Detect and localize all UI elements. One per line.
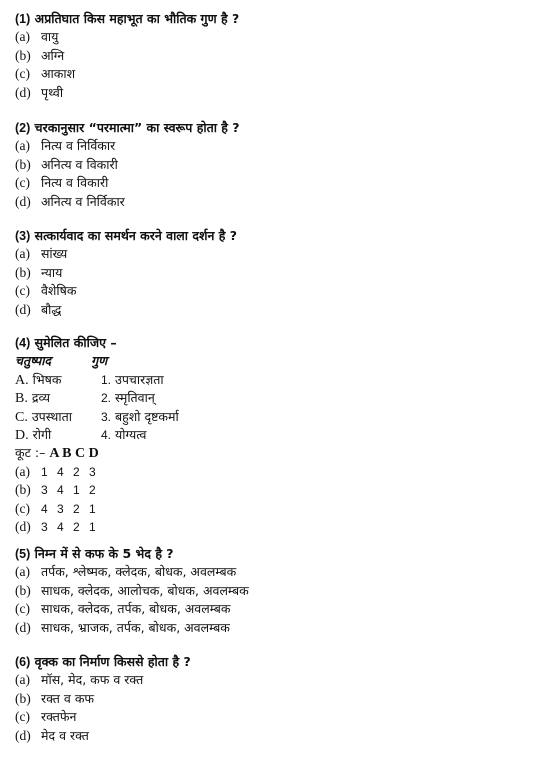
option-label: (d) bbox=[15, 619, 31, 635]
option-text: नित्य व विकारी bbox=[40, 175, 109, 191]
match-right-number: 3. bbox=[100, 409, 111, 424]
option-text: मेद व रक्त bbox=[40, 727, 89, 743]
question-number: (3) bbox=[15, 229, 31, 243]
question-text: अप्रतिघात किस महाभूत का भौतिक गुण है ? bbox=[34, 11, 240, 26]
column-right-header: गुण bbox=[91, 353, 108, 369]
match-right-number: 2. bbox=[100, 391, 111, 406]
option-text: अनित्य व निर्विकार bbox=[40, 193, 125, 209]
match-column-headers bbox=[15, 352, 535, 370]
question-4 bbox=[15, 334, 535, 536]
match-row-a bbox=[15, 371, 535, 389]
option-label: (a) bbox=[15, 29, 30, 45]
option-b[interactable] bbox=[15, 264, 535, 282]
question-2 bbox=[15, 119, 535, 211]
option-label: (c) bbox=[15, 283, 30, 299]
option-label: (b) bbox=[15, 482, 31, 498]
question-text: सत्कार्यवाद का समर्थन करने वाला दर्शन है ? bbox=[34, 228, 238, 243]
option-text: मॉस, मेद, कफ व रक्त bbox=[40, 672, 144, 688]
option-text: रक्त व कफ bbox=[40, 690, 95, 706]
match-right-text: स्मृतिवान् bbox=[114, 390, 155, 406]
match-right-number: 4. bbox=[100, 427, 111, 442]
code-header bbox=[15, 444, 535, 462]
question-2-heading bbox=[15, 119, 535, 137]
option-d[interactable] bbox=[15, 301, 535, 319]
match-right-text: योग्यत्व bbox=[114, 426, 147, 442]
option-a[interactable] bbox=[15, 463, 535, 481]
option-d[interactable] bbox=[15, 84, 535, 102]
option-text: वैशेषिक bbox=[40, 283, 77, 299]
option-text: 1 4 2 3 bbox=[40, 464, 99, 479]
code-label: कूट :– bbox=[15, 445, 46, 461]
question-number: (6) bbox=[15, 655, 31, 669]
match-left-text: रोगी bbox=[32, 426, 52, 442]
question-6 bbox=[15, 653, 535, 745]
match-row-c bbox=[15, 408, 535, 426]
match-left-text: भिषक bbox=[32, 371, 62, 387]
match-left-letter: A. bbox=[15, 372, 29, 388]
question-text: वृक्क का निर्माण किससे होता है ? bbox=[34, 654, 191, 669]
option-b[interactable] bbox=[15, 481, 535, 499]
option-label: (c) bbox=[15, 66, 30, 82]
option-text: सांख्य bbox=[40, 246, 68, 262]
option-a[interactable] bbox=[15, 28, 535, 46]
column-left-header: चतुष्पाद bbox=[15, 353, 52, 369]
option-label: (d) bbox=[15, 727, 31, 743]
option-label: (b) bbox=[15, 156, 31, 172]
question-number: (5) bbox=[15, 547, 31, 561]
option-b[interactable] bbox=[15, 690, 535, 708]
option-label: (b) bbox=[15, 47, 31, 63]
option-d[interactable] bbox=[15, 619, 535, 637]
option-b[interactable] bbox=[15, 47, 535, 65]
code-letters: A B C D bbox=[49, 446, 99, 462]
option-label: (a) bbox=[15, 463, 30, 479]
option-a[interactable] bbox=[15, 137, 535, 155]
option-c[interactable] bbox=[15, 65, 535, 83]
option-text: 3 4 1 2 bbox=[40, 483, 99, 498]
option-c[interactable] bbox=[15, 708, 535, 726]
match-right-text: उपचारज्ञता bbox=[114, 371, 164, 387]
option-label: (b) bbox=[15, 690, 31, 706]
question-3-heading bbox=[15, 227, 535, 245]
option-label: (b) bbox=[15, 264, 31, 280]
option-c[interactable] bbox=[15, 174, 535, 192]
option-label: (d) bbox=[15, 193, 31, 209]
option-c[interactable] bbox=[15, 600, 535, 618]
option-text: पृथ्वी bbox=[40, 84, 64, 100]
question-text: चरकानुसार “परमात्मा” का स्वरूप होता है ? bbox=[34, 120, 240, 135]
option-d[interactable] bbox=[15, 727, 535, 745]
option-d[interactable] bbox=[15, 193, 535, 211]
question-4-heading bbox=[15, 334, 535, 352]
option-c[interactable] bbox=[15, 282, 535, 300]
match-right-number: 1. bbox=[100, 372, 111, 387]
option-text: 4 3 2 1 bbox=[40, 501, 99, 516]
option-text: वायु bbox=[40, 29, 59, 45]
question-text: निम्न में से कफ के 5 भेद है ? bbox=[34, 546, 174, 561]
option-text: आकाश bbox=[40, 66, 76, 82]
match-left-letter: C. bbox=[15, 409, 28, 425]
option-label: (a) bbox=[15, 138, 30, 154]
option-label: (c) bbox=[15, 175, 30, 191]
match-left-letter: B. bbox=[15, 391, 28, 407]
match-row-d bbox=[15, 426, 535, 444]
match-left-text: द्रव्य bbox=[31, 390, 50, 406]
option-text: अनित्य व विकारी bbox=[40, 156, 118, 172]
option-b[interactable] bbox=[15, 156, 535, 174]
question-5 bbox=[15, 545, 535, 637]
option-label: (a) bbox=[15, 564, 30, 580]
question-number: (4) bbox=[15, 336, 31, 350]
option-label: (d) bbox=[15, 301, 31, 317]
option-label: (b) bbox=[15, 582, 31, 598]
option-d[interactable] bbox=[15, 518, 535, 536]
option-label: (a) bbox=[15, 672, 30, 688]
option-label: (d) bbox=[15, 84, 31, 100]
question-5-heading bbox=[15, 545, 535, 563]
question-text: सुमेलित कीजिए – bbox=[34, 335, 117, 350]
option-a[interactable] bbox=[15, 245, 535, 263]
question-number: (2) bbox=[15, 121, 31, 135]
option-a[interactable] bbox=[15, 671, 535, 689]
option-label: (c) bbox=[15, 500, 30, 516]
option-text: अग्नि bbox=[40, 47, 65, 63]
question-3 bbox=[15, 227, 535, 319]
option-text: साधक, क्लेदक, तर्पक, बोधक, अवलम्बक bbox=[40, 601, 231, 617]
match-left-text: उपस्थाता bbox=[31, 408, 72, 424]
option-text: न्याय bbox=[40, 264, 63, 280]
question-6-heading bbox=[15, 653, 535, 671]
match-row-b bbox=[15, 389, 535, 407]
option-text: साधक, भ्राजक, तर्पक, बोधक, अवलम्बक bbox=[40, 619, 230, 635]
match-left-letter: D. bbox=[15, 427, 29, 443]
option-text: नित्य व निर्विकार bbox=[40, 138, 116, 154]
option-b[interactable] bbox=[15, 582, 535, 600]
option-text: तर्पक, श्लेष्मक, क्लेदक, बोधक, अवलम्बक bbox=[40, 564, 237, 580]
option-a[interactable] bbox=[15, 563, 535, 581]
option-c[interactable] bbox=[15, 500, 535, 518]
option-text: रक्तफेन bbox=[40, 709, 77, 725]
option-label: (d) bbox=[15, 518, 31, 534]
option-label: (a) bbox=[15, 246, 30, 262]
option-text: साधक, क्लेदक, आलोचक, बोधक, अवलम्बक bbox=[40, 582, 249, 598]
option-text: बौद्ध bbox=[40, 301, 62, 317]
option-label: (c) bbox=[15, 709, 30, 725]
option-label: (c) bbox=[15, 601, 30, 617]
question-1 bbox=[15, 10, 535, 102]
question-1-heading bbox=[15, 10, 535, 28]
question-number: (1) bbox=[15, 12, 31, 26]
option-text: 3 4 2 1 bbox=[40, 519, 99, 534]
match-right-text: बहुशो दृष्टकर्मा bbox=[114, 408, 179, 424]
